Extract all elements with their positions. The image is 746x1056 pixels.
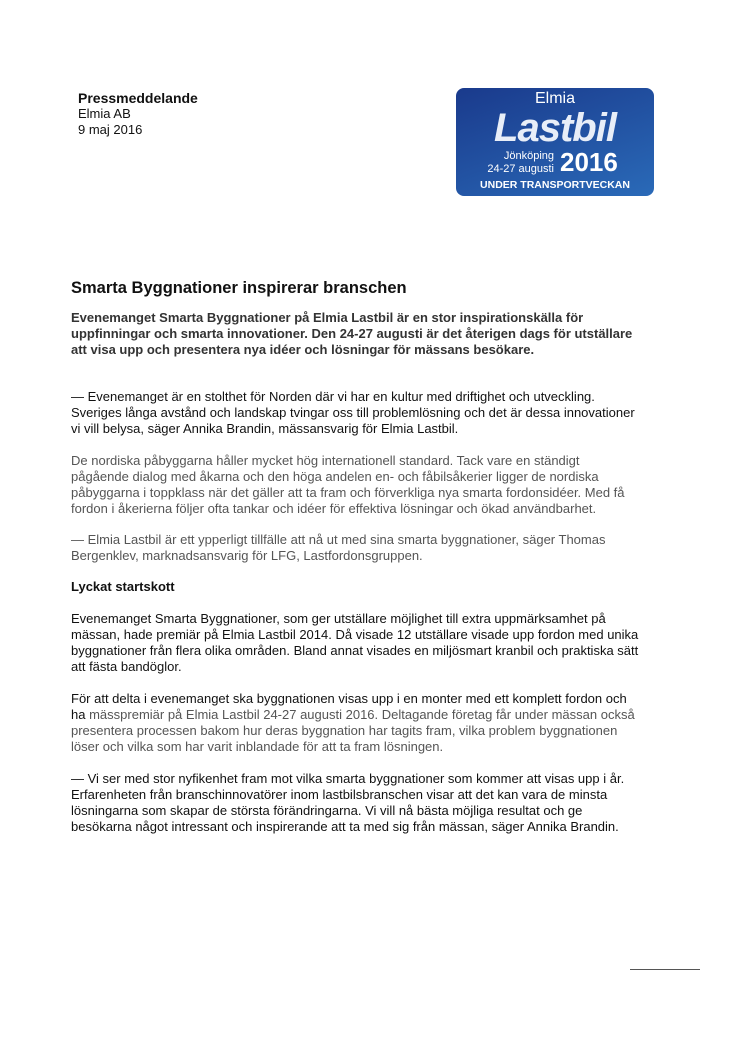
line-start: ha [71, 707, 86, 722]
line: De nordiska påbyggarna håller mycket hög internationell standard. Tack vare en ständigt [71, 453, 580, 468]
line: — Evenemanget är en stolthet för Norden där vi har en kultur med driftighet och utveckling. [71, 389, 595, 404]
lead-paragraph [71, 310, 632, 358]
date: 9 maj 2016 [78, 122, 143, 137]
line: mässan, hade premiär på Elmia Lastbil 2014. Då visade 12 utställare visade upp fordon med unika [71, 627, 639, 642]
subheading: Lyckat startskott [71, 579, 175, 594]
elmia-lastbil-logo [456, 88, 654, 196]
line [71, 707, 635, 723]
line: pågående dialog med åkarna och den höga andelen en- och fåbilsåkerier ligger de nordiska [71, 469, 599, 484]
press-header [78, 90, 198, 138]
logo-city: Jönköping [503, 150, 554, 162]
logo-place [478, 150, 554, 176]
paragraph-5 [71, 691, 635, 755]
line-rest: mässpremiär på Elmia Lastbil 24-27 augusti 2016. Deltagande företag får under mässan också [89, 707, 635, 722]
line: uppfinningar och smarta innovationer. Den 24-27 augusti är det återigen dags för utställare [71, 326, 633, 341]
logo-tagline: UNDER TRANSPORTVECKAN [480, 179, 630, 191]
line: byggnationer från flera olika områden. Bland annat visades en miljösmart kranbil och praktiska sätt [71, 643, 639, 658]
line: påbyggarna i toppklass när det gäller att ta fram och förverkliga nya smarta fordonsidéer. Med få [71, 485, 625, 500]
line: vi vill belysa, säger Annika Brandin, mässansvarig för Elmia Lastbil. [71, 421, 459, 436]
line: Evenemanget Smarta Byggnationer, som ger utställare möjlighet till extra uppmärksamhet på [71, 611, 606, 626]
line: att visa upp och presentera nya idéer och lösningar för mässans besökare. [71, 342, 535, 357]
company: Elmia AB [78, 106, 131, 121]
line: fordon i åkerierna följer ofta tankar och idéer för effektiva lösningar och ökad användbarhet. [71, 501, 597, 516]
line: — Elmia Lastbil är ett ypperligt tillfälle att nå ut med sina smarta byggnationer, säger Thomas [71, 532, 606, 547]
line: löser och vilka som har varit inblandade för att ta fram lösningen. [71, 739, 444, 754]
page-title: Smarta Byggnationer inspirerar branschen [71, 279, 407, 297]
line: lösningarna som skapar de största förändringarna. Vi vill nå bästa möjliga resultat och ge [71, 803, 583, 818]
line: Erfarenheten från branschinnovatörer inom lastbilsbranschen visar att det kan vara de minsta [71, 787, 608, 802]
paragraph-6 [71, 771, 624, 835]
logo-name: Lastbil [494, 106, 616, 150]
logo-year: 2016 [560, 147, 618, 177]
line: Sveriges långa avstånd och landskap tvingar oss till problemlösning och det är dessa innovationer [71, 405, 635, 420]
paragraph-1 [71, 389, 635, 437]
logo-brand: Elmia [534, 90, 575, 107]
line: — Vi ser med stor nyfikenhet fram mot vilka smarta byggnationer som kommer att visas upp i år. [71, 771, 625, 786]
logo-dates: 24-27 augusti [487, 163, 554, 175]
line: presentera processen bakom hur deras byggnation har tagits fram, vilka problem byggnationen [71, 723, 618, 738]
footer-divider [630, 969, 700, 970]
line: Evenemanget Smarta Byggnationer på Elmia Lastbil är en stor inspirationskälla för [71, 310, 584, 325]
line: besökarna något intressant och inspirerande att ta med sig från mässan, säger Annika Brandin. [71, 819, 619, 834]
line: Bergenklev, marknadsansvarig för LFG, Lastfordonsgruppen. [71, 548, 423, 563]
paragraph-3 [71, 532, 605, 564]
line: att fästa bandöglor. [71, 659, 182, 674]
paragraph-4 [71, 611, 638, 675]
line: För att delta i evenemanget ska byggnationen visas upp i en monter med ett komplett fordon och [71, 691, 627, 706]
paragraph-2 [71, 453, 625, 517]
press-label: Pressmeddelande [78, 90, 198, 106]
